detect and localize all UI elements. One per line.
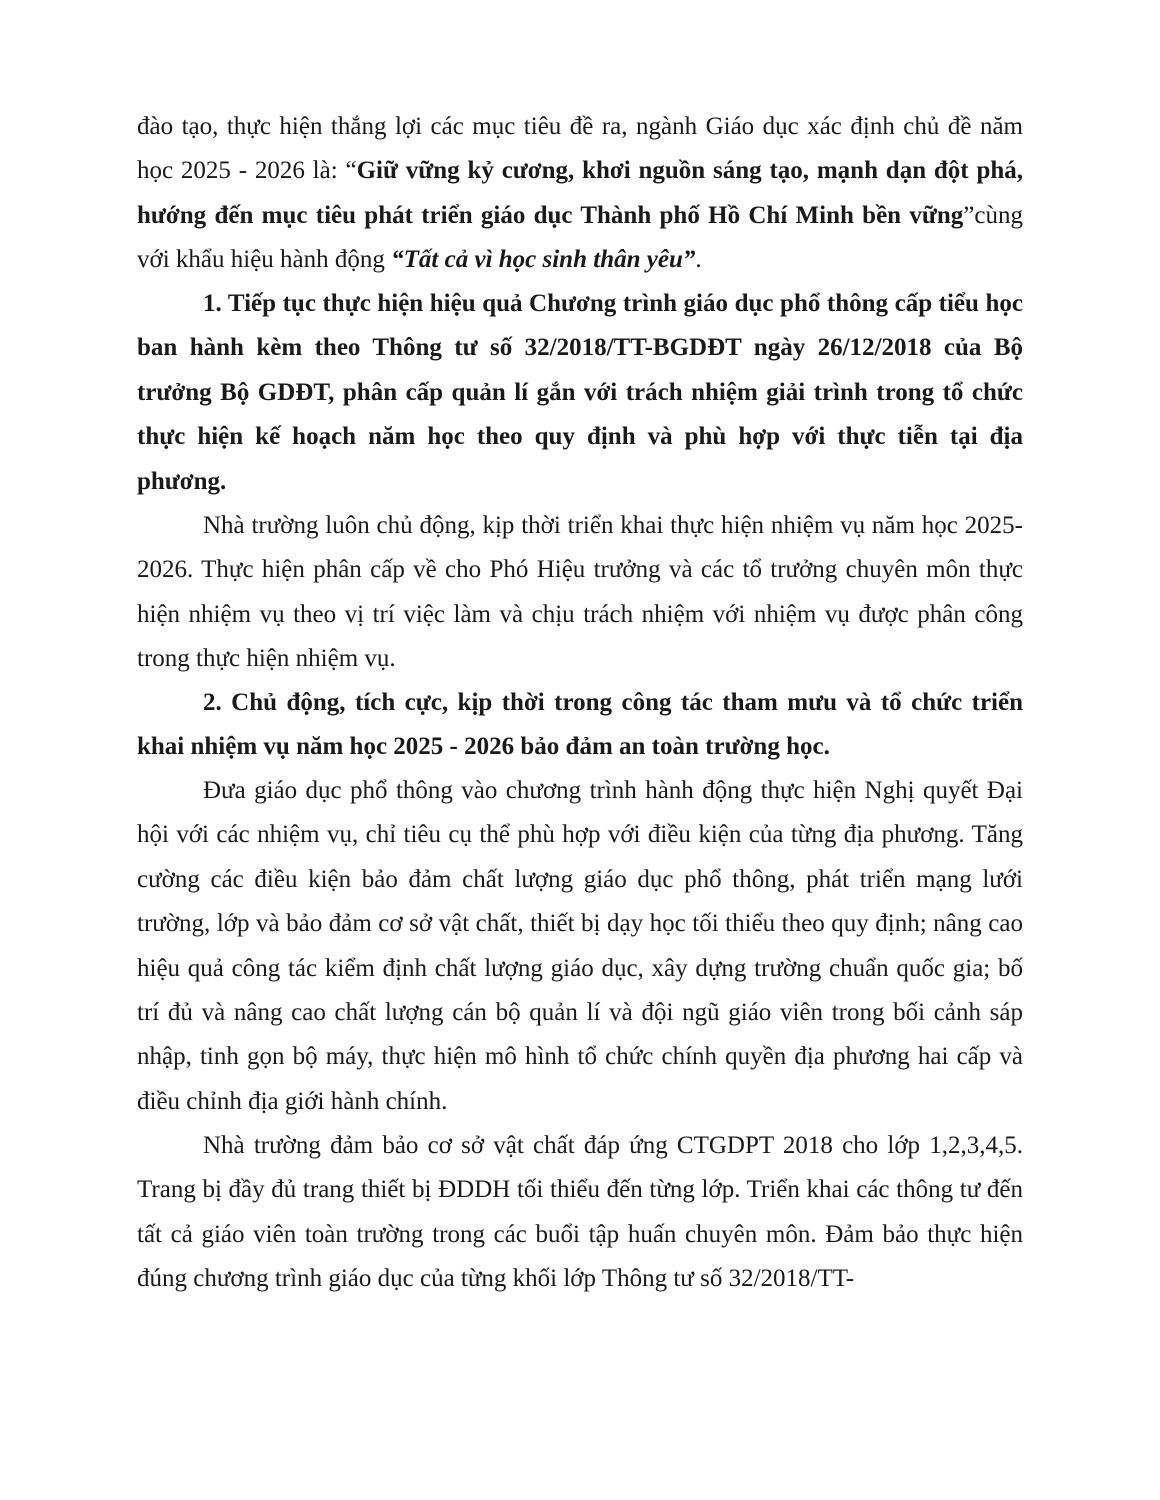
paragraph-theme-text: đào tạo, thực hiện thắng lợi các mục tiêu đề ra, ngành Giáo dục xác định chủ đề năm học 2025 - 2026 là: “ <box>137 113 1023 185</box>
action-slogan: “Tất cả vì học sinh thân yêu” <box>391 246 696 274</box>
paragraph-theme-end: . <box>695 246 702 274</box>
heading-section-1: 1. Tiếp tục thực hiện hiệu quả Chương trình giáo dục phổ thông cấp tiểu học ban hành kèm theo Thông tư số 32/2018/TT-BGDĐT ngày 26/12/2018 của Bộ trưởng Bộ GDĐT, phân cấp quản lí gắn với trách nhiệm giải trình trong tổ chức thực hiện kế hoạch năm học theo quy định và phù hợp với thực tiễn tại địa phương. <box>137 290 1023 495</box>
paragraph-section-1: Nhà trường luôn chủ động, kịp thời triển khai thực hiện nhiệm vụ năm học 2025-2026. Thực hiện phân cấp về cho Phó Hiệu trưởng và các tổ trưởng chuyên môn thực hiện nhiệm vụ theo vị trí việc làm và chịu trách nhiệm với nhiệm vụ được phân công trong thực hiện nhiệm vụ. <box>137 512 1023 673</box>
paragraph-section-2-b: Nhà trường đảm bảo cơ sở vật chất đáp ứng CTGDPT 2018 cho lớp 1,2,3,4,5. Trang bị đầy đủ trang thiết bị ĐDDH tối thiểu đến từng lớp. Triển khai các thông tư đến tất cả giáo viên toàn trường trong các buổi tập huấn chuyên môn. Đảm bảo thực hiện đúng chương trình giáo dục của từng khối lớp Thông tư số 32/2018/TT- <box>137 1132 1023 1293</box>
paragraph-section-2-a: Đưa giáo dục phổ thông vào chương trình hành động thực hiện Nghị quyết Đại hội với các nhiệm vụ, chỉ tiêu cụ thể phù hợp với điều kiện của từng địa phương. Tăng cường các điều kiện bảo đảm chất lượng giáo dục phổ thông, phát triển mạng lưới trường, lớp và bảo đảm cơ sở vật chất, thiết bị dạy học tối thiểu theo quy định; nâng cao hiệu quả công tác kiểm định chất lượng giáo dục, xây dựng trường chuẩn quốc gia; bố trí đủ và nâng cao chất lượng cán bộ quản lí và đội ngũ giáo viên trong bối cảnh sáp nhập, tinh gọn bộ máy, thực hiện mô hình tổ chức chính quyền địa phương hai cấp và điều chỉnh địa giới hành chính. <box>137 777 1023 1115</box>
paragraph-theme <box>137 105 1023 283</box>
theme-statement: Giữ vững kỷ cương, khơi nguồn sáng tạo, mạnh dạn đột phá, hướng đến mục tiêu phát triển giáo dục Thành phố Hồ Chí Minh bền vững <box>137 157 1023 229</box>
heading-section-2: 2. Chủ động, tích cực, kịp thời trong công tác tham mưu và tổ chức triển khai nhiệm vụ năm học 2025 - 2026 bảo đảm an toàn trường học. <box>137 689 1023 761</box>
paragraph-theme-text-2: ”cùng với khẩu hiệu hành động <box>137 201 1023 274</box>
